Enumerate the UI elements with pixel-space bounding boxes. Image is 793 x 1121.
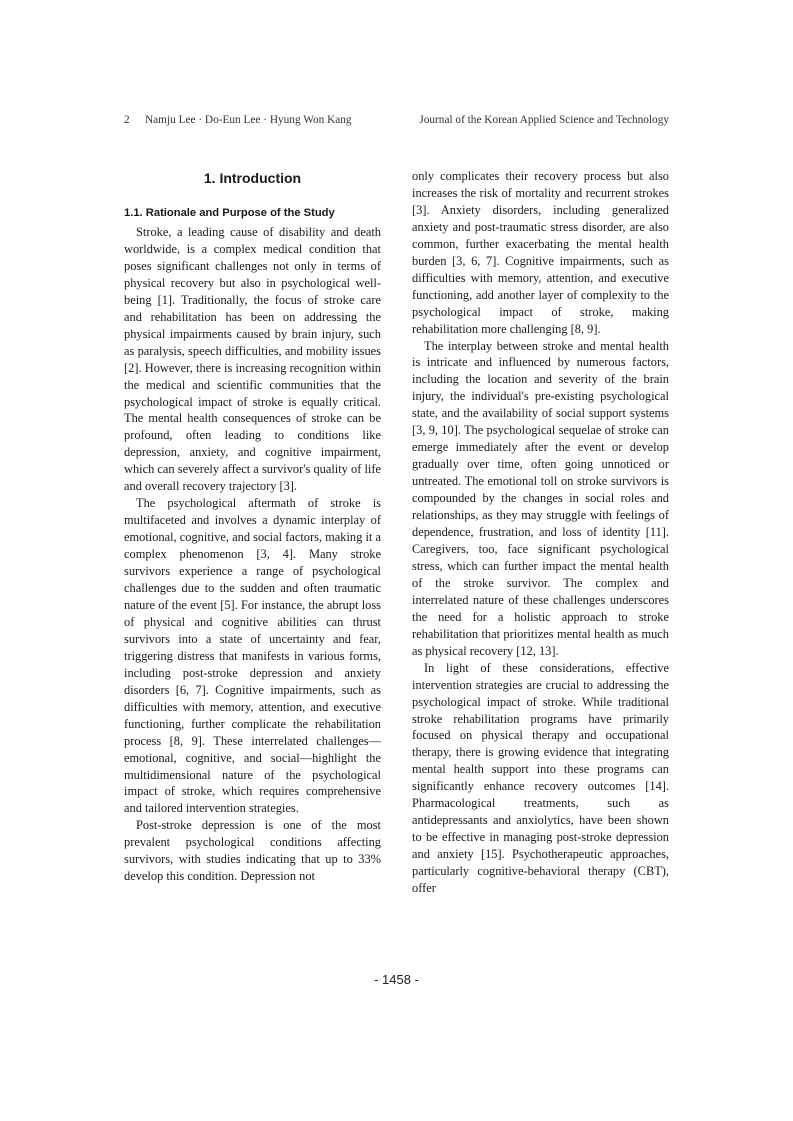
header-authors: Namju Lee · Do-Eun Lee · Hyung Won Kang (145, 114, 352, 126)
header-journal-title: Journal of the Korean Applied Science and Technology (419, 114, 669, 126)
right-column (412, 168, 669, 897)
left-paragraph-2: The psychological aftermath of stroke is multifaceted and involves a dynamic interplay of emotional, cognitive, and social factors, making it a complex phenomenon [3, 4]. Many stroke survivors experience a range of psychological challenges due to the sudden and often traumatic nature of the event [5]. For instance, the abrupt loss of physical and cognitive abilities can thrust survivors into a state of uncertainty and fear, triggering distress that manifests in various forms, including post-stroke depression and anxiety disorders [6, 7]. Cognitive impairments, such as difficulties with memory, attention, and executive functioning, further complicate the rehabilitation process [8, 9]. These interrelated challenges—emotional, cognitive, and social—highlight the multidimensional nature of the psychological impact of stroke, which requires comprehensive and tailored intervention strategies. (124, 496, 381, 816)
right-paragraph-3: In light of these considerations, effective intervention strategies are crucial to addressing the psychological impact of stroke. While traditional stroke rehabilitation programs have primarily focused on physical therapy and occupational therapy, there is growing evidence that integrating mental health support into these programs can significantly enhance recovery outcomes [14]. Pharmacological treatments, such as antidepressants and anxiolytics, have been shown to be effective in managing post-stroke depression and anxiety [15]. Psychotherapeutic approaches, particularly cognitive-behavioral therapy (CBT), offer (412, 660, 669, 896)
section-title: 1. Introduction (203, 170, 302, 186)
left-column (124, 168, 381, 885)
running-head (124, 112, 669, 128)
page-number: - 1458 - (374, 972, 419, 987)
right-paragraph-1: only complicates their recovery process but also increases the risk of mortality and recurrent strokes [3]. Anxiety disorders, including generalized anxiety and post-traumatic stress disorder, are also common, further exacerbating the mental health burden [3, 6, 7]. Cognitive impairments, such as difficulties with memory, attention, and executive functioning, add another layer of complexity to the psychological impact of stroke, making rehabilitation more challenging [8, 9]. (412, 169, 669, 336)
right-paragraph-2: The interplay between stroke and mental health is intricate and influenced by numerous factors, including the location and severity of the brain injury, the individual's pre-existing psychological state, and the availability of social support systems [3, 9, 10]. The psychological sequelae of stroke can emerge immediately after the event or develop gradually over time, often going unnoticed or untreated. The emotional toll on stroke survivors is compounded by the changes in social roles and relationships, as they may struggle with feelings of dependence, frustration, and loss of identity [11]. Caregivers, too, face significant psychological stress, which can further impact the mental health of the stroke survivor. The complex and interrelated nature of these challenges underscores the need for a holistic approach to stroke rehabilitation that prioritizes mental health as much as physical recovery [12, 13]. (412, 338, 669, 658)
subsection-title: 1.1. Rationale and Purpose of the Study (124, 207, 335, 219)
header-page-label: 2 (124, 114, 130, 126)
left-paragraph-1: Stroke, a leading cause of disability and death worldwide, is a complex medical condition that poses significant challenges not only in terms of physical recovery but also in psychological well-being [1]. Traditionally, the focus of stroke care and rehabilitation has been on addressing the physical impairments caused by brain injury, such as paralysis, speech difficulties, and mobility issues [2]. However, there is increasing recognition within the medical and scientific communities that the psychological impact of stroke is equally critical. The mental health consequences of stroke can be profound, often leading to conditions like depression, anxiety, and cognitive impairment, which can severely affect a survivor's quality of life and overall recovery trajectory [3]. (124, 225, 381, 494)
left-paragraph-3: Post-stroke depression is one of the most prevalent psychological conditions affecting survivors, with studies indicating that up to 33% develop this condition. Depression not (124, 818, 381, 884)
